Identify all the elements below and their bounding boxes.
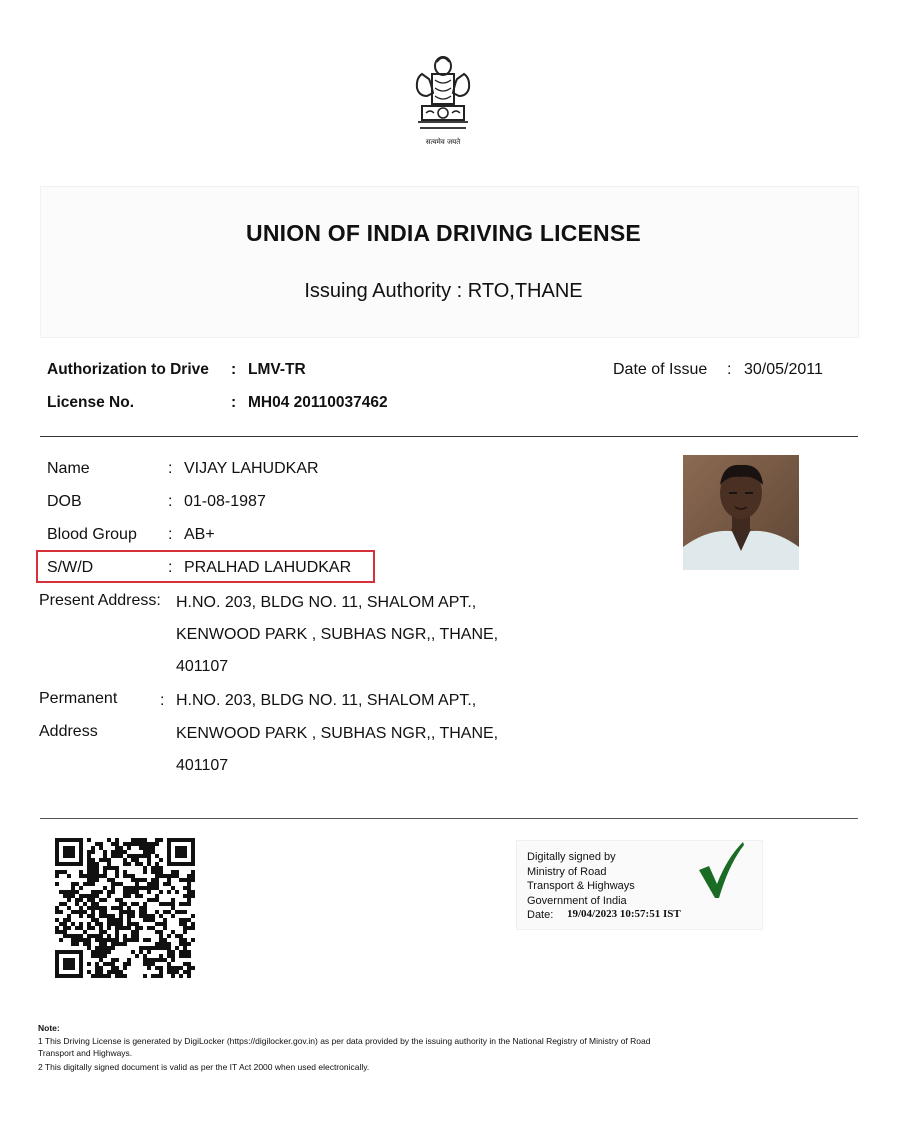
swd-colon: : (168, 559, 173, 576)
document-title: UNION OF INDIA DRIVING LICENSE (246, 220, 641, 246)
permanent-label: Permanent (39, 690, 118, 707)
check-mark-icon (697, 840, 745, 900)
signature-line: Government of India (527, 894, 627, 907)
note-line: 1 This Driving License is generated by DigiLocker (https://digilocker.gov.in) as per data provided by the issuing authority in the National Registry of Ministry of Road (38, 1036, 651, 1046)
signature-line: Ministry of Road (527, 865, 607, 878)
holder-photo (683, 455, 799, 570)
note-line: Transport and Highways. (38, 1048, 133, 1058)
name-label: Name (47, 460, 90, 477)
auth-label: Authorization to Drive (47, 361, 209, 378)
national-emblem-icon (408, 52, 478, 147)
permanent-address-line: H.NO. 203, BLDG NO. 11, SHALOM APT., (176, 692, 477, 709)
license-no-label: License No. (47, 394, 134, 411)
name-colon: : (168, 460, 173, 477)
note-line: 2 This digitally signed document is valid as per the IT Act 2000 when used electronically. (38, 1062, 370, 1072)
signature-line: Digitally signed by (527, 851, 616, 863)
present-address-line: KENWOOD PARK , SUBHAS NGR,, THANE, (176, 626, 499, 643)
name-value: VIJAY LAHUDKAR (184, 460, 319, 477)
permanent-label: Address (39, 723, 98, 740)
signature-date-value: 19/04/2023 10:57:51 IST (567, 908, 681, 920)
dob-colon: : (168, 493, 173, 510)
present-address-line: 401107 (176, 658, 229, 675)
dob-label: DOB (47, 493, 82, 510)
emblem-motto: सत्यमेव जयते (425, 138, 461, 146)
permanent-colon: : (160, 692, 165, 709)
auth-colon: : (231, 361, 237, 378)
signature-line: Transport & Highways (527, 880, 635, 892)
swd-value: PRALHAD LAHUDKAR (184, 559, 352, 576)
qr-code (55, 838, 195, 978)
blood-label: Blood Group (47, 526, 137, 543)
signature-date-label: Date: (527, 909, 554, 921)
blood-value: AB+ (184, 526, 215, 543)
date-issue-label: Date of Issue (613, 361, 708, 378)
present-address-line: H.NO. 203, BLDG NO. 11, SHALOM APT., (176, 594, 477, 611)
date-issue-value: 30/05/2011 (744, 361, 823, 378)
divider (40, 436, 858, 437)
divider (40, 818, 858, 819)
dob-value: 01-08-1987 (184, 493, 266, 510)
swd-label: S/W/D (47, 559, 94, 576)
auth-value: LMV-TR (248, 361, 306, 378)
header-panel (40, 186, 859, 338)
issuing-authority: Issuing Authority : RTO,THANE (304, 280, 583, 302)
license-no-colon: : (231, 394, 237, 411)
note-heading: Note: (38, 1023, 60, 1033)
permanent-address-line: 401107 (176, 757, 229, 774)
present-address-label: Present Address: (39, 592, 161, 609)
license-no-value: MH04 20110037462 (248, 394, 388, 411)
permanent-address-line: KENWOOD PARK , SUBHAS NGR,, THANE, (176, 725, 499, 742)
blood-colon: : (168, 526, 173, 543)
date-issue-colon: : (727, 361, 732, 378)
